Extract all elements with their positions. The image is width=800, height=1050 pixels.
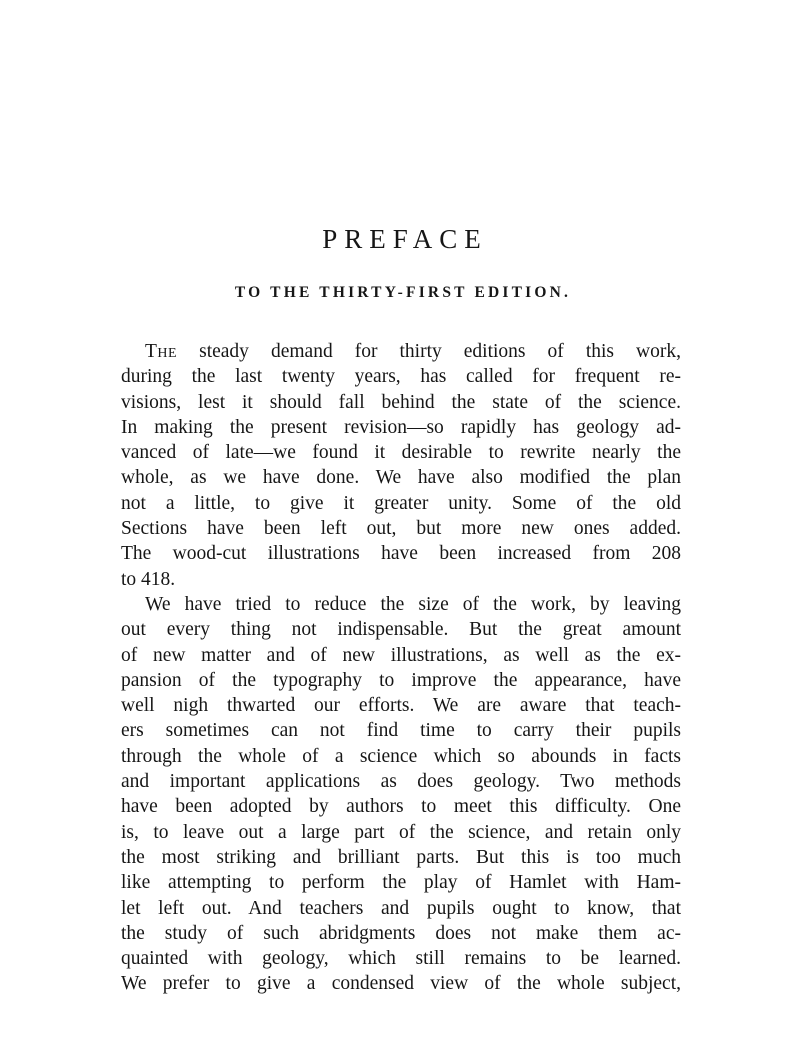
drop-word: The <box>145 341 178 362</box>
text-line: out every thing not indispensable. But the great amount <box>121 619 681 641</box>
text-line: through the whole of a science which so abounds in facts <box>121 745 681 767</box>
preface-subtitle: TO THE THIRTY-FIRST EDITION. <box>234 284 572 301</box>
text-line: not a little, to give it greater unity. Some of the old <box>121 492 681 514</box>
text-line: The wood-cut illustrations have been increased from 208 <box>121 543 681 565</box>
text-line: ers sometimes can not find time to carry their pupils <box>121 720 681 742</box>
text-line: We prefer to give a condensed view of the whole subject, <box>121 973 681 995</box>
text-line: have been adopted by authors to meet this difficulty. One <box>121 796 681 818</box>
text-line: well nigh thwarted our efforts. We are aware that teach- <box>121 695 681 717</box>
text-line: like attempting to perform the play of Hamlet with Ham- <box>121 872 681 894</box>
paragraph-1 <box>121 339 681 592</box>
text-line: Sections have been left out, but more new ones added. <box>121 518 681 540</box>
text-line: vanced of late—we found it desirable to rewrite nearly the <box>121 442 681 464</box>
text-line: of new matter and of new illustrations, as well as the ex- <box>121 644 681 666</box>
text-line: and important applications as does geology. Two methods <box>121 771 681 793</box>
text-line: whole, as we have done. We have also modified the plan <box>121 467 681 489</box>
text-line: pansion of the typography to improve the appearance, have <box>121 669 681 691</box>
text-line: We have tried to reduce the size of the work, by leaving <box>145 593 681 615</box>
text-line: The steady demand for thirty editions of this work, <box>145 341 681 362</box>
text-line: let left out. And teachers and pupils ought to know, that <box>121 897 681 919</box>
text-line: during the last twenty years, has called for frequent re- <box>121 366 681 388</box>
preface-title: PREFACE <box>322 224 488 254</box>
text-line: to 418. <box>121 568 176 590</box>
paragraph-2 <box>121 592 681 997</box>
preface-body <box>121 339 681 997</box>
text-line: visions, lest it should fall behind the state of the science. <box>121 391 681 413</box>
text-line: the most striking and brilliant parts. But this is too much <box>121 846 681 868</box>
text-line: is, to leave out a large part of the science, and retain only <box>121 821 681 843</box>
text-line: quainted with geology, which still remains to be learned. <box>121 948 681 970</box>
text-line: In making the present revision—so rapidly has geology ad- <box>121 416 681 438</box>
text-line: the study of such abridgments does not make them ac- <box>121 922 681 944</box>
